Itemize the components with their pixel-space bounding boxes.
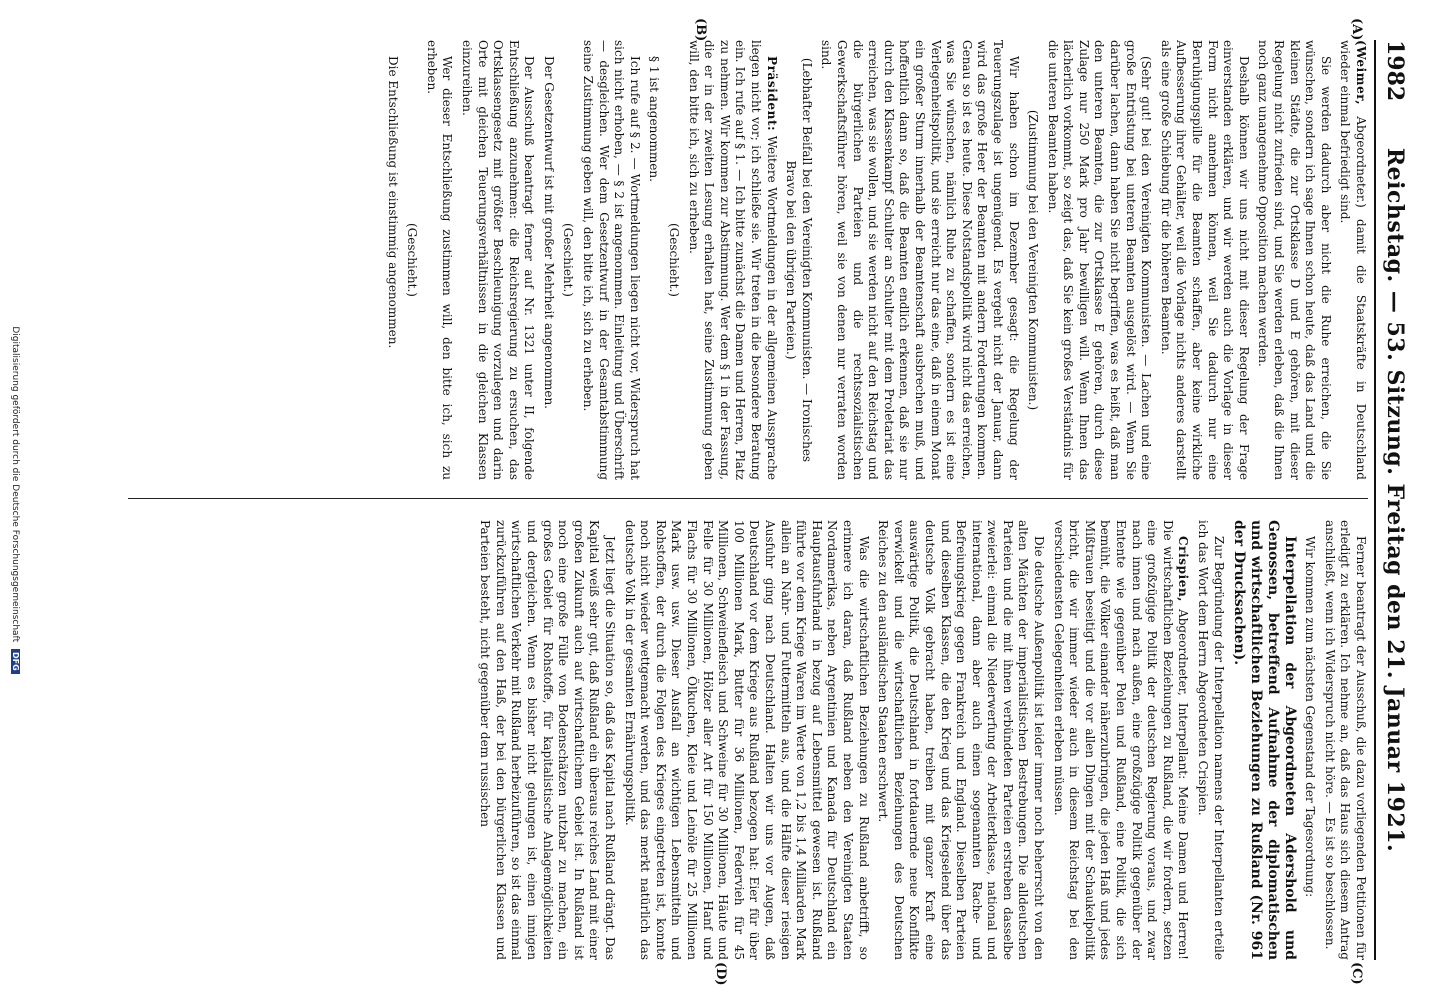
paragraph [1337,40,1368,480]
speaker-name: Präsident: [764,56,779,132]
paragraph: Was die wirtschaftlichen Beziehungen zu Rußland anbetrifft, so erinnere ich daran, daß Rußland neben den Vereinigten Staaten Nordamerikas, neben Argentinien und Kanada für Deutschland ein Hauptausfuhrland in bezug auf Lebensmittel gewesen ist. Rußland führte vor dem Kriege Waren im Werte von 1,2 bis 1,4 Milliarden Mark allein an Nahr- und Futtermitteln aus, und die Hälfte dieser riesigen Ausfuhr ging nach Deutschland. Halten wir uns vor Augen, daß Deutschland vor dem Kriege aus Rußland bezogen hat: Eier für über 100 Millionen Mark, Butter für 36 Millionen, Federvieh für 45 Millionen, Schweinefleisch und Schweine für 30 Millionen, Häute und Felle für 30 Millionen, Hölzer aller Art für 150 Millionen, Hanf und Flachs für 30 Millionen, Ölkuchen, Kleie und Leinöle für 25 Millionen Mark usw. usw. Dieser Ausfall an wichtigen Lebensmitteln und Rohstoffen, der durch die Folgen des Krieges eingetreten ist, konnte noch nicht wieder wettgemacht werden, und das merkt natürlich das deutsche Volk in der gesamten Ernährungspolitik. [622,520,871,960]
paragraph: Die Entschließung ist einstimmig angenommen. [385,56,400,349]
paragraph: Wir haben schon im Dezember gesagt: die Regelung der Teuerungszulage ist ungenügend. Es vergeht nicht der Januar, dann wird das große Heer der Beamten mit andern Forderungen kommen. Genau so ist es heute. Diese Notstandspolitik wird nicht das erreichen, was Sie wünschen, nämlich Ruhe zu schaffen, sondern es ist eine Verlegenheitspolitik, und sie erreicht nur das eine, daß in einem Monat ein großer Sturm innerhalb der Beamtenschaft ausbrechen muß, und hoffentlich dann so, daß die Beamten endlich erkennen, daß sie nur durch den Klassenkampf Schulter an Schulter mit dem Proletariat das erreichen, was sie wollen, und sie werden nicht auf den Reichstag und die bürgerlichen Parteien und die rechtssozialistischen Gewerkschaftsführer hören, weil sie von denen nur verraten worden sind. [819,40,1021,480]
right-column [108,520,1368,960]
paragraph: Sie werden dadurch aber nicht die Ruhe erreichen, die Sie wünschen, sondern ich sage Ihnen schon heute, daß das Land und die kleinen Städte, die zur Ortsklasse D und E gehören, mit dieser Regelung nicht zufrieden sind, und Sie werden erleben, daß die Ihnen noch ganz unangenehme Opposition machen werden. [1256,40,1333,480]
paragraph-text: Weitere Wortmeldungen in der allgemeinen Aussprache liegen nicht vor; ich schließe sie. Wir treten in die besondere Beratung ein. Ich rufe auf § 1. — Ich bitte zunächst die Damen und Herren, Platz zu nehmen. Wir kommen zur Abstimmung. Wer dem § 1 in der Fassung, die er in der zweiten Lesung erhalten hat, seine Zustimmung geben will, den bitte ich, sich zu erheben. [686,40,779,480]
stage-direction: (Geschieht.) [561,223,576,297]
speaker-name: Crispien, [1176,536,1191,603]
margin-marker-a: (A) [1349,18,1364,41]
stage-direction: (Geschieht.) [667,223,682,297]
paragraph: Ich rufe auf § 2. — Wortmeldungen liegen nicht vor, Widerspruch hat sich nicht erhoben, — § 2 ist angenommen. Einleitung und Überschrift — desgleichen. Wer dem Gesetzentwurf in der Gesamtabstimmung seine Zustimmung geben will, den bitte ich, sich zu erheben. [581,40,642,480]
dfg-logo: DFG [11,649,20,674]
paragraph [685,40,779,480]
left-column [108,40,1368,480]
paragraph: Zur Begründung der Interpellation namens der Interpellanten erteile ich das Wort dem Herrn Abgeordneten Crispien. [1196,520,1226,960]
paragraph: Die deutsche Außenpolitik ist leider immer noch beherrscht von den alten Mächten der imperialistischen Bestrebungen. Die alldeutschen Parteien und die mit ihnen verbündeten Parteien erstreben dasselbe zweierlei: einmal die Niederwerfung der Arbeiterklasse, national und international, dann aber auch einen sogenannten Rache- und Befreiungskrieg gegen Frankreich und England. Dieselben Parteien und dieselben Klassen, die den Krieg und das Kriegselend über das deutsche Volk gebracht haben, treiben mit ganzer Kraft eine auswärtige Politik, die Deutschland in fortdauernde neue Konflikte verwickelt und die wirtschaftlichen Beziehungen des Deutschen Reiches zu den ausländischen Staaten erschwert. [876,520,1047,960]
paragraph: (Sehr gut! bei den Vereinigten Kommunisten. — Lachen und eine große Entrüstung bei unteren Beamten ausgelöst wird. — Wenn Sie darüber lachen, dann haben Sie nicht begriffen, was es heißt, daß man den unteren Beamten, die zur Ortsklasse E gehören, durch diese Zulage nur 250 Mark pro Jahr bewilligen will. Wenn Ihnen das lächerlich vorkommt, so zeigt das, daß Sie kein großes Verständnis für die unteren Beamten haben. [1045,40,1154,480]
stage-direction: (Lebhafter Beifall bei den Vereinigten Kommunisten. — Ironisches Bravo bei den übrigen Parteien.) [784,57,814,463]
header-rule [1374,40,1376,960]
margin-marker-b: (B) [693,18,708,42]
paragraph: Ferner beantragt der Ausschuß, die dazu vorliegenden Petitionen für erledigt zu erklären. Ich nehme an, daß das Haus sich diesem Antrag anschließt, wenn ich Widerspruch nicht höre. — Es ist so beschlossen. [1322,520,1368,960]
paragraph: Wir kommen zum nächsten Gegenstand der Tagesordnung: [1303,536,1318,898]
footer-credit [6,0,20,1000]
stage-direction: (Geschieht.) [405,223,420,297]
page-number: 1982 [1382,40,1408,102]
paragraph [1050,520,1190,960]
margin-marker-d: (D) [713,962,728,986]
page-title: Reichstag. — 53. Sitzung. Freitag den 21. Januar 1921. [1382,147,1408,853]
paragraph: Wer dieser Entschließung zustimmen will, den bitte ich, sich zu erheben. [424,40,455,480]
margin-marker-c: (C) [1349,962,1364,985]
speaker-role: Abgeordneter.) [1354,116,1368,208]
speaker-name: (Weimer, [1354,40,1368,106]
paragraph: Der Gesetzentwurf ist mit großer Mehrheit angenommen. [541,56,556,409]
paragraph-text: damit die Staatskräfte in Deutschland wieder einmal befriedigt sind. [1338,40,1368,480]
agenda-heading: Interpellation der Abgeordneten Adershold und Genossen, betreffend Aufnahme der diplomatischen und wirtschaftlichen Beziehungen zu Rußland (Nr. 961 der Drucksachen). [1230,520,1298,960]
footer-text: Digitalisierung gefördert durch die Deutsche Forschungsgemeinschaft [10,326,20,643]
paragraph-text: Abgeordneter, Interpellant: Meine Damen und Herren! Die wirtschaftlichen Beziehungen zu Rußland, die wir fordern, setzen eine großzügige Politik der deutschen Regierung voraus, und zwar nach innen und nach außen, eine großzügige Politik gegenüber der Entente wie gegenüber Polen und Rußland, eine Politik, die sich bemüht, die Völker einander näherzubringen, die jeden Haß und jedes Mißtrauen beseitigt und die vor allen Dingen mit der Schaukelpolitik bricht, die wir immer wieder auch in diesem Reichstag bei den verschiedensten Gelegenheiten erleben müssen. [1051,520,1191,960]
page-header [1370,40,1416,960]
column-divider [128,498,1368,499]
paragraph: Deshalb können wir uns nicht mit dieser Regelung der Frage einverstanden erklären, und wir werden auch die Vorlage in dieser Form nicht annehmen können, weil Sie dadurch nur eine Beruhigungspille für die Beamten schaffen, aber keine wirkliche Aufbesserung ihrer Gehälter, weil die Vorlage nichts anderes darstellt als eine große Schiebung für die höheren Beamten. [1158,40,1251,480]
paragraph: § 1 ist angenommen. [647,56,662,182]
stage-direction: (Zustimmung bei den Vereinigten Kommunisten.) [1026,109,1041,411]
paragraph: Jetzt liegt die Situation so, daß das Kapital nach Rußland drängt. Das Kapital weiß sehr gut, daß Rußland ein überaus reiches Land mit einer großen Zukunft auch auf wirtschaftlichem Gebiet ist. In Rußland ist noch eine große Fülle von Bodenschätzen nutzbar zu machen, ein großes Gebiet für Rohstoffe, für kapitalistische Anlagemöglichkeiten und dergleichen. Wenn es bisher nicht gelungen ist, einen innigen wirtschaftlichen Verkehr mit Rußland herbeizuführen, so ist das einmal zurückzuführen auf den Haß, der bei den bürgerlichen Klassen und Parteien besteht, nicht gegenüber dem russischen [478,520,618,960]
paragraph: Der Ausschuß beantragt ferner auf Nr. 1321 unter II, folgende Entschließung anzunehmen: die Reichsregierung zu ersuchen, das Ortsklassengesetz mit größter Beschleunigung vorzulegen und darin Orte mit gleichen Teuerungsverhältnissen in die gleichen Klassen einzureihen. [459,40,537,480]
